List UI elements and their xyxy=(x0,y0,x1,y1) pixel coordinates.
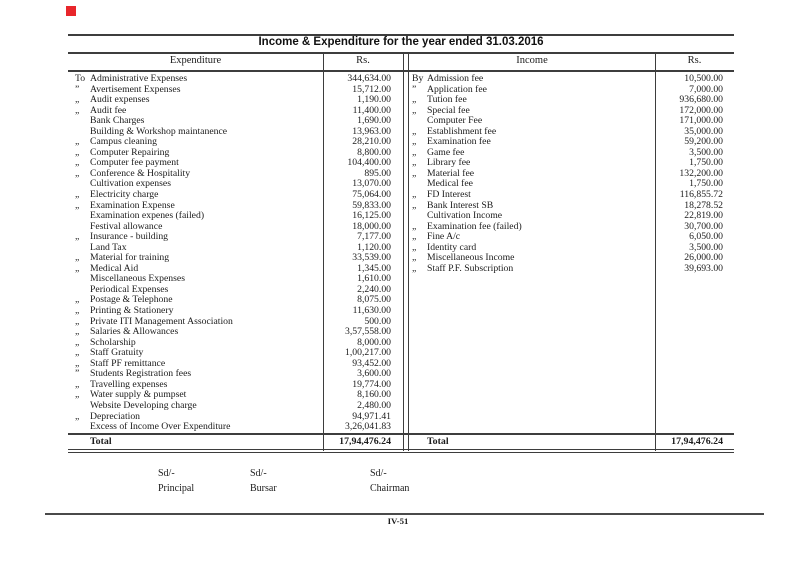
row-prefix: „ xyxy=(412,252,417,264)
row-label: Depreciation xyxy=(90,410,141,422)
row-prefix: „ xyxy=(412,146,417,158)
row-label: Printing & Stationery xyxy=(90,305,174,317)
row-amount: 35,000.00 xyxy=(684,125,723,137)
row-amount: 344,634.00 xyxy=(347,73,391,84)
page-number: IV-51 xyxy=(387,516,409,526)
row-prefix: „ xyxy=(75,410,80,422)
row-amount: 1,120.00 xyxy=(357,241,391,253)
row-label: Medical Aid xyxy=(90,262,139,274)
row-label: Medical fee xyxy=(427,178,473,190)
row-prefix: By xyxy=(412,73,424,84)
row-label: Students Registration fees xyxy=(90,368,192,380)
expenditure-total-row xyxy=(68,435,403,448)
row-label: Special fee xyxy=(427,104,470,116)
column-header-rs-right: Rs. xyxy=(687,55,702,66)
row-prefix: To xyxy=(75,73,86,84)
row-label: Computer Fee xyxy=(427,115,483,127)
expenditure-total-amount: 17,94,476.24 xyxy=(339,436,391,447)
row-label: Website Developing charge xyxy=(90,399,197,411)
row-amount: 59,200.00 xyxy=(684,136,723,148)
row-amount: 39,693.00 xyxy=(684,262,723,274)
signature-bursar xyxy=(250,468,277,494)
row-label: Admission fee xyxy=(427,73,484,84)
row-prefix: „ xyxy=(412,262,417,274)
row-amount: 8,000.00 xyxy=(357,336,391,348)
row-label: Computer fee payment xyxy=(90,157,179,169)
row-amount: 936,680.00 xyxy=(679,94,723,106)
row-amount: 16,125.00 xyxy=(352,210,391,222)
row-label: Electricity charge xyxy=(90,189,159,201)
ledger-row xyxy=(68,422,403,433)
row-amount: 22,819.00 xyxy=(684,210,723,222)
row-label: Campus cleaning xyxy=(90,136,157,148)
row-prefix: „ xyxy=(75,326,80,338)
row-label: Examination expenes (failed) xyxy=(90,210,205,222)
row-prefix: „ xyxy=(75,336,80,348)
sd-label: Sd/- xyxy=(250,468,267,479)
sd-label: Sd/- xyxy=(370,468,387,479)
row-label: Excess of Income Over Expenditure xyxy=(90,421,231,433)
row-amount: 1,00,217.00 xyxy=(344,347,391,359)
row-label: Administrative Expenses xyxy=(90,73,188,84)
row-label: Bank Charges xyxy=(90,115,145,127)
row-prefix: „ xyxy=(412,157,417,169)
row-prefix: ” xyxy=(412,83,417,95)
row-amount: 19,774.00 xyxy=(352,378,391,390)
sd-label: Sd/- xyxy=(158,468,175,479)
row-prefix: „ xyxy=(75,389,80,401)
income-total-row xyxy=(409,435,734,448)
column-header-rs-left: Rs. xyxy=(356,55,370,66)
bottom-double-rule-top xyxy=(68,449,734,450)
row-amount: 3,500.00 xyxy=(689,146,723,158)
row-amount: 18,278.52 xyxy=(684,199,723,211)
signature-role: Bursar xyxy=(250,483,277,494)
page-title: Income & Expenditure for the year ended 31.03.2016 xyxy=(258,36,544,48)
row-label: Bank Interest SB xyxy=(427,199,494,211)
row-amount: 11,400.00 xyxy=(352,104,391,116)
signature-role: Chairman xyxy=(370,483,410,494)
row-prefix: ” xyxy=(75,83,80,95)
ledger-row xyxy=(409,190,734,201)
row-amount: 2,240.00 xyxy=(357,283,391,295)
row-prefix: „ xyxy=(412,125,417,137)
row-amount: 1,750.00 xyxy=(689,178,723,190)
ledger-row xyxy=(68,306,403,317)
row-prefix: ” xyxy=(75,368,80,380)
row-amount: 7,000.00 xyxy=(689,83,723,95)
row-amount: 93,452.00 xyxy=(352,357,391,369)
row-amount: 33,539.00 xyxy=(352,252,391,264)
bottom-double-rule-bottom xyxy=(68,452,734,453)
row-prefix: „ xyxy=(75,94,80,106)
row-amount: 1,190.00 xyxy=(357,94,391,106)
footer-rule xyxy=(45,513,764,515)
row-label: Application fee xyxy=(427,83,487,95)
row-prefix: „ xyxy=(412,104,417,116)
row-prefix: „ xyxy=(75,262,80,274)
column-header-expenditure: Expenditure xyxy=(169,55,222,66)
row-label: Cultivation expenses xyxy=(90,178,171,190)
row-label: Building & Workshop maintanence xyxy=(90,125,228,137)
row-amount: 11,630.00 xyxy=(352,305,391,317)
row-label: Fine A/c xyxy=(427,231,461,243)
center-divider-left xyxy=(403,52,404,451)
red-square-marker xyxy=(66,6,76,16)
row-amount: 1,690.00 xyxy=(357,115,391,127)
row-label: Scholarship xyxy=(90,336,136,348)
row-prefix: „ xyxy=(412,167,417,179)
row-prefix: „ xyxy=(75,252,80,264)
row-prefix: „ xyxy=(75,157,80,169)
row-label: Salaries & Allowances xyxy=(90,326,179,338)
row-amount: 172,000.00 xyxy=(679,104,723,116)
row-prefix: „ xyxy=(412,241,417,253)
row-label: FD Interest xyxy=(427,189,471,201)
row-label: Staff Gratuity xyxy=(90,347,144,359)
row-amount: 8,800.00 xyxy=(357,146,391,158)
row-label: Staff P.F. Subscription xyxy=(427,262,514,274)
row-prefix: „ xyxy=(75,378,80,390)
row-label: Private ITI Management Association xyxy=(90,315,233,327)
row-amount: 500.00 xyxy=(364,315,391,327)
row-prefix: „ xyxy=(75,231,80,243)
row-amount: 30,700.00 xyxy=(684,220,723,232)
row-label: Material for training xyxy=(90,252,170,264)
row-amount: 6,050.00 xyxy=(689,231,723,243)
row-prefix: „ xyxy=(75,167,80,179)
row-label: Cultivation Income xyxy=(427,210,503,222)
header-underline-rule xyxy=(68,70,734,72)
row-amount: 94,971.41 xyxy=(352,410,391,422)
row-amount: 15,712.00 xyxy=(352,83,391,95)
row-amount: 8,160.00 xyxy=(357,389,391,401)
row-label: Periodical Expenses xyxy=(90,283,169,295)
row-amount: 3,600.00 xyxy=(357,368,391,380)
row-label: Examination fee (failed) xyxy=(427,220,522,232)
row-prefix: „ xyxy=(75,199,80,211)
row-label: Postage & Telephone xyxy=(90,294,173,306)
row-label: Library fee xyxy=(427,157,471,169)
row-amount: 1,610.00 xyxy=(357,273,391,285)
row-amount: 116,855.72 xyxy=(679,189,723,201)
row-label: Establishment fee xyxy=(427,125,497,137)
row-prefix: „ xyxy=(412,94,417,106)
row-amount: 3,500.00 xyxy=(689,241,723,253)
row-label: Examination fee xyxy=(427,136,491,148)
row-amount: 1,345.00 xyxy=(357,262,391,274)
ledger-row xyxy=(409,74,734,85)
expenditure-total-label: Total xyxy=(90,436,112,447)
ledger-row xyxy=(68,190,403,201)
row-amount: 1,750.00 xyxy=(689,157,723,169)
row-amount: 171,000.00 xyxy=(679,115,723,127)
row-label: Tution fee xyxy=(427,94,467,106)
row-label: Audit expenses xyxy=(90,94,150,106)
row-amount: 18,000.00 xyxy=(352,220,391,232)
row-amount: 26,000.00 xyxy=(684,252,723,264)
ledger-row xyxy=(68,74,403,85)
row-label: Audit fee xyxy=(90,104,127,116)
row-prefix: „ xyxy=(75,189,80,201)
row-prefix: „ xyxy=(75,146,80,158)
row-amount: 10,500.00 xyxy=(684,73,723,84)
signature-principal xyxy=(158,468,194,494)
row-label: Insurance - building xyxy=(90,231,169,243)
row-prefix: „ xyxy=(75,357,80,369)
row-prefix: „ xyxy=(412,136,417,148)
column-header-income: Income xyxy=(516,55,548,66)
row-prefix: „ xyxy=(75,104,80,116)
ledger-row xyxy=(68,401,403,412)
row-amount: 59,833.00 xyxy=(352,199,391,211)
row-amount: 3,57,558.00 xyxy=(344,326,391,338)
row-label: Staff PF remittance xyxy=(90,357,166,369)
row-label: Avertisement Expenses xyxy=(90,83,181,95)
row-prefix: „ xyxy=(412,189,417,201)
row-amount: 13,070.00 xyxy=(352,178,391,190)
row-amount: 28,210.00 xyxy=(352,136,391,148)
row-prefix: „ xyxy=(75,136,80,148)
signature-chairman xyxy=(370,468,409,494)
income-rows xyxy=(409,74,734,274)
row-label: Identity card xyxy=(427,241,477,253)
row-prefix: „ xyxy=(412,220,417,232)
row-amount: 75,064.00 xyxy=(352,189,391,201)
row-label: Miscellaneous Income xyxy=(427,252,515,264)
row-prefix: „ xyxy=(75,305,80,317)
row-prefix: „ xyxy=(75,294,80,306)
row-amount: 132,200.00 xyxy=(679,167,723,179)
row-label: Examination Expense xyxy=(90,199,175,211)
expenditure-rows xyxy=(68,74,403,433)
row-label: Water supply & pumpset xyxy=(90,389,187,401)
row-label: Travelling expenses xyxy=(90,378,168,390)
row-amount: 8,075.00 xyxy=(357,294,391,306)
row-prefix: „ xyxy=(75,347,80,359)
income-total-label: Total xyxy=(427,436,449,447)
row-label: Conference & Hospitality xyxy=(90,167,191,179)
row-amount: 7,177.00 xyxy=(357,231,391,243)
row-label: Material fee xyxy=(427,167,475,179)
income-total-amount: 17,94,476.24 xyxy=(671,436,723,447)
row-amount: 895.00 xyxy=(364,167,391,179)
row-amount: 2,480.00 xyxy=(357,399,391,411)
row-prefix: „ xyxy=(412,231,417,243)
row-amount: 13,963.00 xyxy=(352,125,391,137)
title-underline-rule xyxy=(68,52,734,54)
ledger-row xyxy=(409,264,734,275)
row-label: Game fee xyxy=(427,146,465,158)
signature-role: Principal xyxy=(158,483,195,494)
row-prefix: „ xyxy=(412,199,417,211)
row-label: Festival allowance xyxy=(90,220,163,232)
row-label: Computer Repairing xyxy=(90,146,170,158)
row-label: Miscellaneous Expenses xyxy=(90,273,185,285)
row-amount: 104,400.00 xyxy=(347,157,391,169)
row-prefix: „ xyxy=(75,315,80,327)
row-amount: 3,26,041.83 xyxy=(344,421,391,433)
row-label: Land Tax xyxy=(90,241,127,253)
